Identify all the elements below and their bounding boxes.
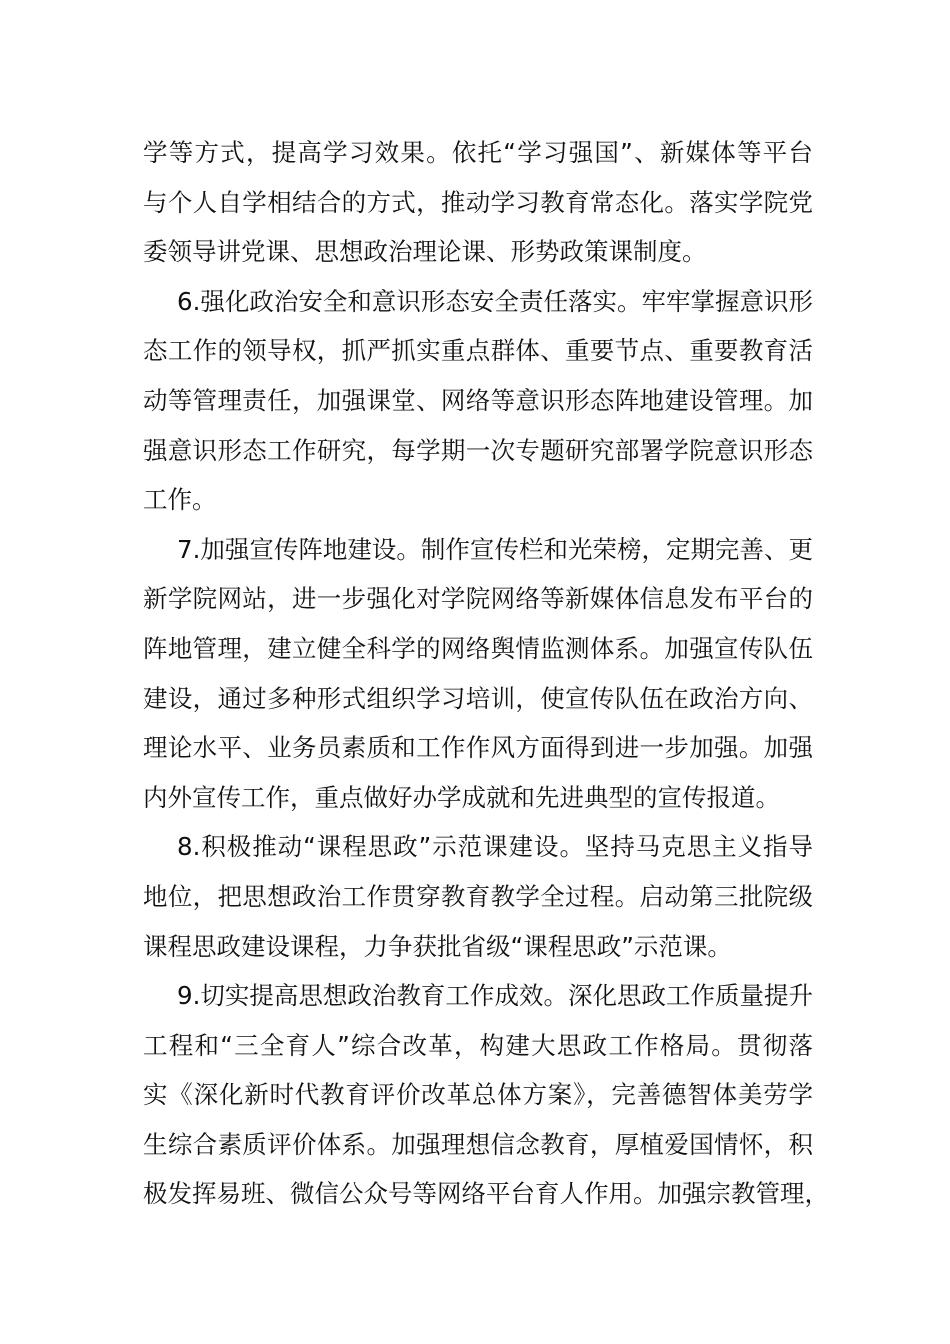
- text-line: 阵地管理，建立健全科学的网络舆情监测体系。加强宣传队伍: [143, 633, 813, 663]
- text-line: 工作。: [143, 485, 217, 515]
- text-line: 态工作的领导权，抓严抓实重点群体、重要节点、重要教育活: [143, 336, 813, 366]
- text-line: 新学院网站，进一步强化对学院网络等新媒体信息发布平台的: [143, 584, 813, 614]
- text-line: 建设，通过多种形式组织学习培训，使宣传队伍在政治方向、: [143, 683, 813, 713]
- text-line: 生综合素质评价体系。加强理想信念教育，厚植爱国情怀，积: [143, 1129, 813, 1159]
- text-line: 与个人自学相结合的方式，推动学习教育常态化。落实学院党: [143, 187, 813, 217]
- text-line: 实《深化新时代教育评价改革总体方案》，完善德智体美劳学: [143, 1080, 813, 1110]
- paragraph-first-line: 8.积极推动“课程思政”示范课建设。坚持马克思主义指导: [177, 832, 813, 862]
- text-line: 学等方式，提高学习效果。依托“学习强国”、新媒体等平台: [143, 138, 813, 167]
- text-line: 极发挥易班、微信公众号等网络平台育人作用。加强宗教管理，: [143, 1179, 829, 1209]
- text-line: 工程和“三全育人”综合改革，构建大思政工作格局。贯彻落: [143, 1030, 813, 1060]
- text-line: 地位，把思想政治工作贯穿教育教学全过程。启动第三批院级: [143, 881, 813, 911]
- text-line: 理论水平、业务员素质和工作作风方面得到进一步加强。加强: [143, 733, 813, 763]
- text-line: 委领导讲党课、思想政治理论课、形势政策课制度。: [143, 237, 707, 267]
- text-line: 内外宣传工作，重点做好办学成就和先进典型的宣传报道。: [143, 782, 780, 812]
- paragraph-first-line: 7.加强宣传阵地建设。制作宣传栏和光荣榜，定期完善、更: [177, 534, 813, 564]
- paragraph-first-line: 6.强化政治安全和意识形态安全责任落实。牢牢掌握意识形: [177, 286, 813, 316]
- text-line: 课程思政建设课程，力争获批省级“课程思政”示范课。: [143, 931, 732, 961]
- paragraph-first-line: 9.切实提高思想政治教育工作成效。深化思政工作质量提升: [177, 981, 813, 1011]
- text-line: 动等管理责任，加强课堂、网络等意识形态阵地建设管理。加: [143, 385, 813, 415]
- body-text: [143, 128, 829, 1219]
- text-line: 强意识形态工作研究，每学期一次专题研究部署学院意识形态: [143, 435, 813, 465]
